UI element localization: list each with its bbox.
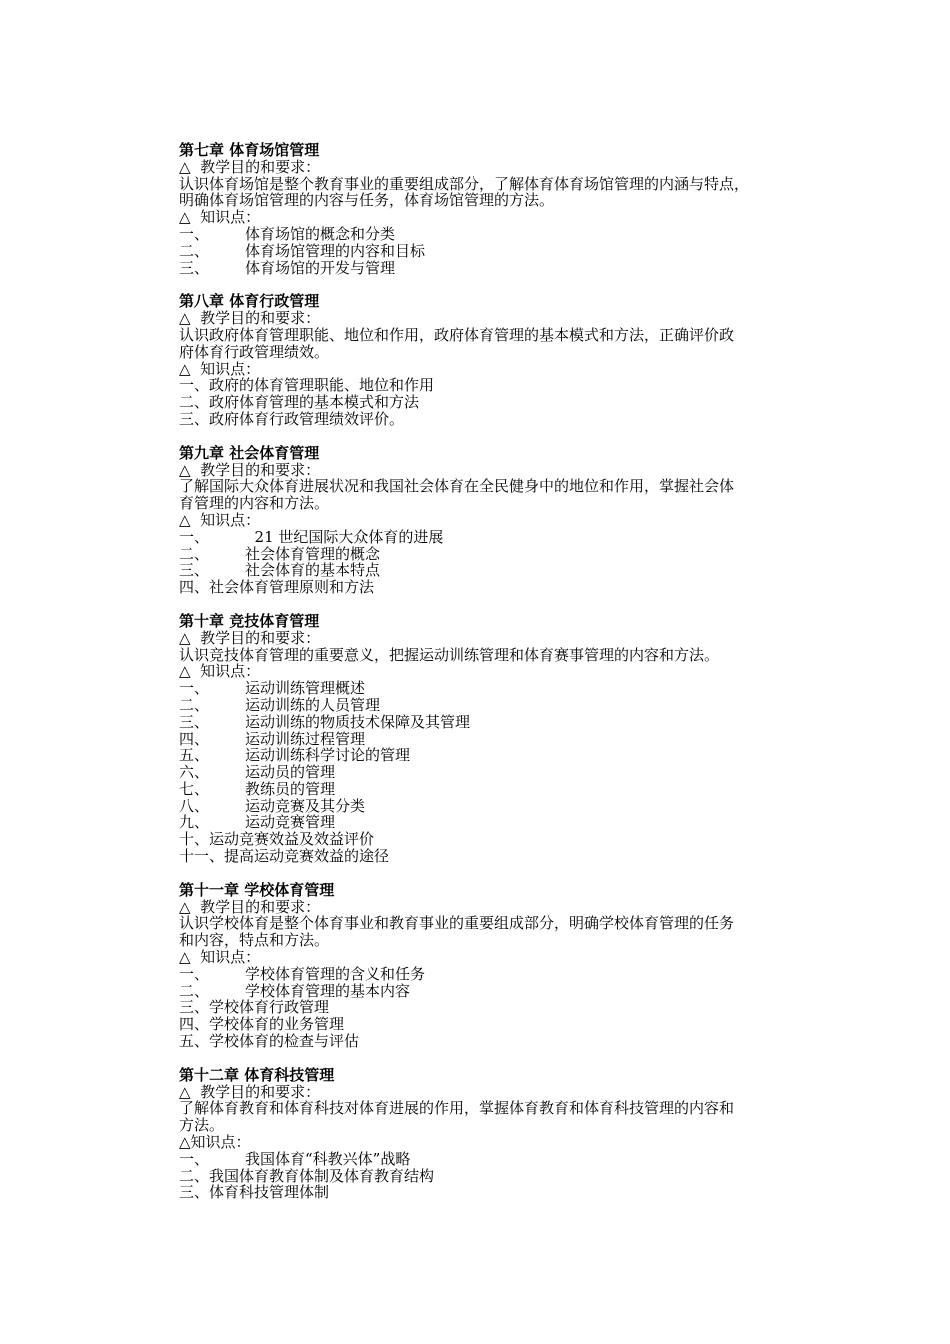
item-text: 教练员的管理 xyxy=(245,779,336,798)
knowledge-item xyxy=(179,848,819,865)
knowledge-item xyxy=(179,764,819,781)
knowledge-heading: △ 知识点： xyxy=(179,208,261,227)
item-number: 一、 xyxy=(179,964,210,983)
item-text: 运动训练科学讨论的管理 xyxy=(245,746,411,765)
item-number: 四、 xyxy=(179,729,210,748)
knowledge-heading: △ 知识点： xyxy=(179,948,261,967)
knowledge-item xyxy=(179,697,819,714)
knowledge-item xyxy=(179,747,819,764)
chapter-title: 第九章 社会体育管理 xyxy=(179,443,320,462)
knowledge-item xyxy=(179,983,819,1000)
knowledge-heading: △ 知识点： xyxy=(179,510,261,529)
knowledge-item xyxy=(179,999,819,1016)
knowledge-item xyxy=(179,731,819,748)
goal-text-line: 认识学校体育是整个体育事业和教育事业的重要组成部分，明确学校体育管理的任务 xyxy=(179,914,735,933)
chapter-section xyxy=(179,445,819,596)
item-number: 三、 xyxy=(179,998,210,1017)
chapter-title: 第七章 体育场馆管理 xyxy=(179,141,320,159)
knowledge-heading: △ 知识点： xyxy=(179,662,261,681)
knowledge-item xyxy=(179,1016,819,1033)
item-text: 运动训练的物质技术保障及其管理 xyxy=(245,712,471,731)
item-number: 一、 xyxy=(179,679,210,698)
goal-text-line: 明确体育场馆管理的内容与任务，体育场馆管理的方法。 xyxy=(179,191,555,210)
knowledge-item xyxy=(179,1151,819,1168)
goal-text-line: 了解国际大众体育进展状况和我国社会体育在全民健身中的地位和作用，掌握社会体 xyxy=(179,477,735,496)
goal-text-line: 和内容，特点和方法。 xyxy=(179,931,330,950)
item-number: 一、 xyxy=(179,1149,210,1168)
item-text: 政府体育行政管理绩效评价。 xyxy=(209,409,405,428)
item-number: 四、 xyxy=(179,578,210,597)
item-number: 二、 xyxy=(179,241,210,260)
knowledge-item xyxy=(179,226,819,243)
goal-heading: △ 教学目的和要求： xyxy=(179,460,321,479)
item-number: 七、 xyxy=(179,779,210,798)
knowledge-item xyxy=(179,411,819,428)
item-number: 三、 xyxy=(179,409,210,428)
knowledge-item xyxy=(179,814,819,831)
goal-text-line: 方法。 xyxy=(179,1116,225,1135)
item-text: 21 世纪国际大众体育的进展 xyxy=(245,527,444,546)
chapter-section xyxy=(179,1067,819,1201)
knowledge-item xyxy=(179,680,819,697)
item-text: 社会体育管理的概念 xyxy=(245,544,381,563)
chapter-section xyxy=(179,142,819,276)
item-number: 一、 xyxy=(179,224,210,243)
goal-text-line: 认识竞技体育管理的重要意义，把握运动训练管理和体育赛事管理的内容和方法。 xyxy=(179,645,720,664)
goal-text-line: 了解体育教育和体育科技对体育进展的作用，掌握体育教育和体育科技管理的内容和 xyxy=(179,1099,735,1118)
item-number: 三、 xyxy=(179,561,210,580)
knowledge-item xyxy=(179,546,819,563)
item-text: 学校体育管理的含义和任务 xyxy=(245,964,426,983)
chapter-section xyxy=(179,613,819,865)
item-number: 六、 xyxy=(179,763,210,782)
chapter-title: 第十一章 学校体育管理 xyxy=(179,880,335,899)
item-number: 三、 xyxy=(179,258,210,277)
goal-heading: △ 教学目的和要求： xyxy=(179,309,321,328)
item-number: 十一、 xyxy=(179,847,225,866)
item-number: 一、 xyxy=(179,376,210,395)
chapter-section xyxy=(179,882,819,1050)
goal-text-line: 认识体育场馆是整个教育事业的重要组成部分，了解体育体育场馆管理的内涵与特点， xyxy=(179,174,750,193)
knowledge-item xyxy=(179,579,819,596)
item-number: 八、 xyxy=(179,796,210,815)
knowledge-item xyxy=(179,798,819,815)
item-number: 九、 xyxy=(179,813,210,832)
knowledge-item xyxy=(179,1168,819,1185)
knowledge-item xyxy=(179,831,819,848)
item-text: 政府体育管理的基本模式和方法 xyxy=(209,393,420,412)
item-number: 二、 xyxy=(179,1166,210,1185)
item-text: 我国体育“科教兴体”战略 xyxy=(245,1149,411,1168)
chapter-section xyxy=(179,293,819,427)
knowledge-item xyxy=(179,377,819,394)
knowledge-heading: △知识点： xyxy=(179,1133,251,1152)
item-number: 二、 xyxy=(179,544,210,563)
goal-text-line: 府体育行政管理绩效。 xyxy=(179,342,330,361)
item-text: 运动训练过程管理 xyxy=(245,729,366,748)
goal-heading: △ 教学目的和要求： xyxy=(179,1082,321,1101)
item-number: 五、 xyxy=(179,746,210,765)
knowledge-item xyxy=(179,394,819,411)
item-text: 运动员的管理 xyxy=(245,763,336,782)
item-text: 学校体育的检查与评估 xyxy=(209,1032,360,1051)
knowledge-item xyxy=(179,781,819,798)
knowledge-item xyxy=(179,1033,819,1050)
document-page xyxy=(179,142,819,1218)
goal-text-line: 认识政府体育管理职能、地位和作用，政府体育管理的基本模式和方法，正确评价政 xyxy=(179,325,735,344)
item-text: 体育科技管理体制 xyxy=(209,1183,330,1202)
item-text: 运动竞赛管理 xyxy=(245,813,336,832)
knowledge-item xyxy=(179,966,819,983)
item-text: 社会体育管理原则和方法 xyxy=(209,578,375,597)
item-text: 体育场馆管理的内容和目标 xyxy=(245,241,426,260)
item-text: 运动训练的人员管理 xyxy=(245,695,381,714)
item-number: 三、 xyxy=(179,712,210,731)
knowledge-item xyxy=(179,1184,819,1201)
item-text: 政府的体育管理职能、地位和作用 xyxy=(209,376,435,395)
knowledge-item xyxy=(179,260,819,277)
item-number: 三、 xyxy=(179,1183,210,1202)
item-text: 运动训练管理概述 xyxy=(245,679,366,698)
item-text: 学校体育的业务管理 xyxy=(209,1015,345,1034)
item-text: 体育场馆的开发与管理 xyxy=(245,258,396,277)
chapter-title: 第十章 竞技体育管理 xyxy=(179,611,320,630)
goal-heading: △ 教学目的和要求： xyxy=(179,897,321,916)
item-text: 运动竞赛及其分类 xyxy=(245,796,366,815)
knowledge-item xyxy=(179,529,819,546)
chapter-title: 第八章 体育行政管理 xyxy=(179,292,320,311)
goal-heading: △ 教学目的和要求： xyxy=(179,628,321,647)
item-number: 十、 xyxy=(179,830,210,849)
item-number: 四、 xyxy=(179,1015,210,1034)
chapter-title: 第十二章 体育科技管理 xyxy=(179,1065,335,1084)
item-number: 五、 xyxy=(179,1032,210,1051)
item-text: 学校体育行政管理 xyxy=(209,998,330,1017)
knowledge-item xyxy=(179,562,819,579)
item-number: 二、 xyxy=(179,981,210,1000)
knowledge-heading: △ 知识点： xyxy=(179,359,261,378)
goal-heading: △ 教学目的和要求： xyxy=(179,157,321,176)
item-text: 运动竞赛效益及效益评价 xyxy=(209,830,375,849)
item-text: 体育场馆的概念和分类 xyxy=(245,224,396,243)
item-text: 学校体育管理的基本内容 xyxy=(245,981,411,1000)
goal-text-line: 育管理的内容和方法。 xyxy=(179,494,330,513)
item-text: 提高运动竞赛效益的途径 xyxy=(224,847,390,866)
item-number: 二、 xyxy=(179,393,210,412)
item-text: 我国体育教育体制及体育教育结构 xyxy=(209,1166,435,1185)
knowledge-item xyxy=(179,243,819,260)
item-text: 社会体育的基本特点 xyxy=(245,561,381,580)
item-number: 一、 xyxy=(179,527,210,546)
item-number: 二、 xyxy=(179,695,210,714)
knowledge-item xyxy=(179,714,819,731)
